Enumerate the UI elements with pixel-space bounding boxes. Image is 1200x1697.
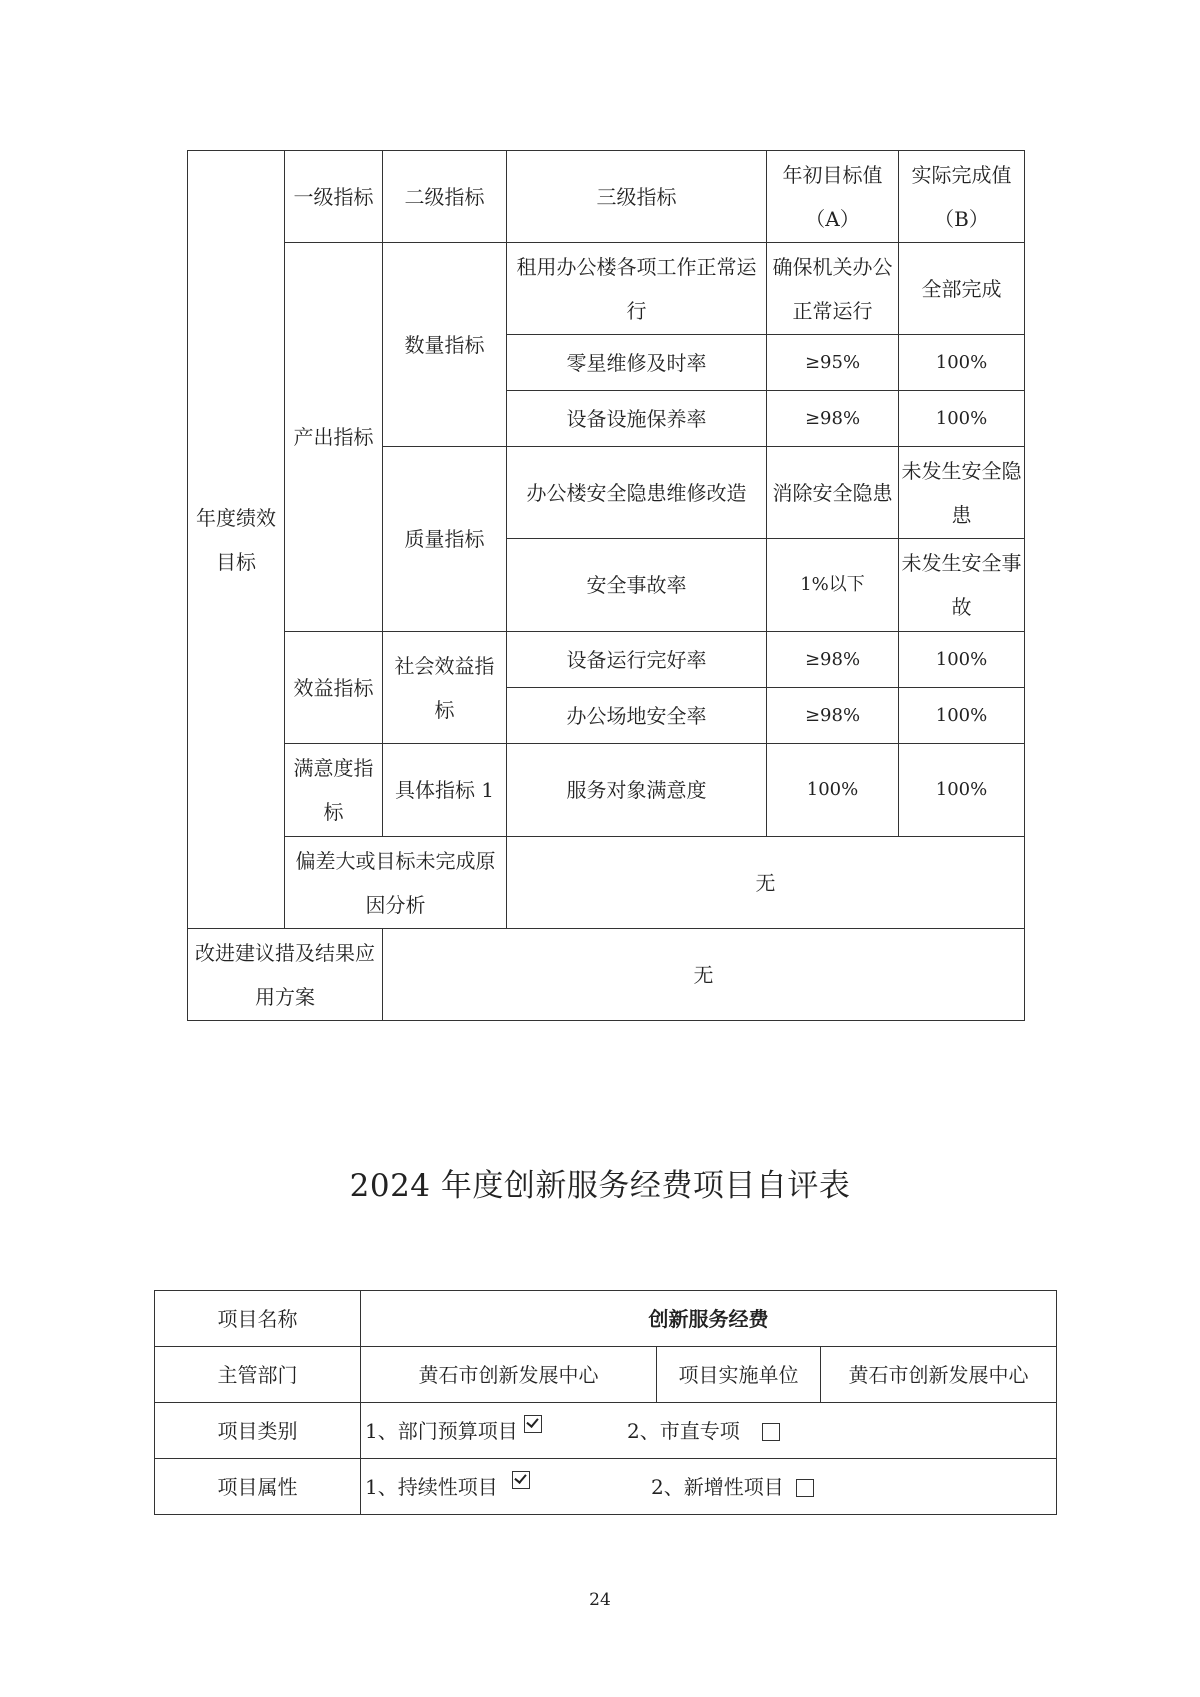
row-actual: 100% [899,335,1025,391]
row-actual: 100% [899,391,1025,447]
attribute-options [361,1459,1057,1515]
attribute-option-2-label: 2、新增性项目 [651,1474,784,1499]
category-option-2 [627,1416,780,1446]
row-target: ≥98% [767,632,899,688]
row-indicator: 设备设施保养率 [507,391,767,447]
dept-label: 主管部门 [155,1347,361,1403]
category-option-2-label: 2、市直专项 [627,1418,740,1443]
checkbox-empty-icon[interactable] [762,1423,780,1441]
row-actual: 100% [899,744,1025,837]
header-actual: 实际完成值（B） [899,151,1025,243]
row-actual: 100% [899,688,1025,744]
checkbox-checked-icon[interactable] [524,1415,542,1433]
project-name-value: 创新服务经费 [361,1291,1057,1347]
row-indicator: 租用办公楼各项工作正常运行 [507,243,767,335]
project-name-label: 项目名称 [155,1291,361,1347]
group-quantity: 数量指标 [383,243,507,447]
row-target: 1%以下 [767,539,899,632]
category-option-1 [365,1416,627,1446]
header-target: 年初目标值（A） [767,151,899,243]
row-target: 消除安全隐患 [767,447,899,539]
row-target: ≥98% [767,688,899,744]
row-target: ≥95% [767,335,899,391]
row-target: ≥98% [767,391,899,447]
group-quality: 质量指标 [383,447,507,632]
row-indicator: 服务对象满意度 [507,744,767,837]
row-actual: 未发生安全事故 [899,539,1025,632]
group-social: 社会效益指标 [383,632,507,744]
checkbox-empty-icon[interactable] [796,1479,814,1497]
checkbox-checked-icon[interactable] [512,1471,530,1489]
deviation-label: 偏差大或目标未完成原因分析 [285,837,507,929]
group-satisfaction: 满意度指标 [285,744,383,837]
row-indicator: 安全事故率 [507,539,767,632]
header-level2: 二级指标 [383,151,507,243]
impl-value: 黄石市创新发展中心 [821,1347,1057,1403]
row-indicator: 设备运行完好率 [507,632,767,688]
dept-value: 黄石市创新发展中心 [361,1347,657,1403]
deviation-value: 无 [507,837,1025,929]
improvement-label: 改进建议措及结果应用方案 [188,929,383,1021]
attribute-option-1-label: 1、持续性项目 [365,1474,498,1499]
row-target: 确保机关办公正常运行 [767,243,899,335]
attribute-option-2 [651,1472,814,1502]
section-label: 年度绩效目标 [188,151,285,929]
attribute-option-1 [365,1472,651,1502]
project-table [154,1290,1057,1515]
group-benefit: 效益指标 [285,632,383,744]
improvement-value: 无 [383,929,1025,1021]
row-actual: 全部完成 [899,243,1025,335]
header-level1: 一级指标 [285,151,383,243]
impl-label: 项目实施单位 [657,1347,821,1403]
row-indicator: 零星维修及时率 [507,335,767,391]
row-indicator: 办公场地安全率 [507,688,767,744]
row-indicator: 办公楼安全隐患维修改造 [507,447,767,539]
category-options [361,1403,1057,1459]
group-specific: 具体指标 1 [383,744,507,837]
page-number: 24 [589,1590,611,1610]
attribute-label: 项目属性 [155,1459,361,1515]
performance-table [187,150,1025,1021]
group-output: 产出指标 [285,243,383,632]
header-level3: 三级指标 [507,151,767,243]
row-target: 100% [767,744,899,837]
page-title: 2024 年度创新服务经费项目自评表 [349,1168,851,1204]
row-actual: 未发生安全隐患 [899,447,1025,539]
category-option-1-label: 1、部门预算项目 [365,1418,518,1443]
row-actual: 100% [899,632,1025,688]
category-label: 项目类别 [155,1403,361,1459]
